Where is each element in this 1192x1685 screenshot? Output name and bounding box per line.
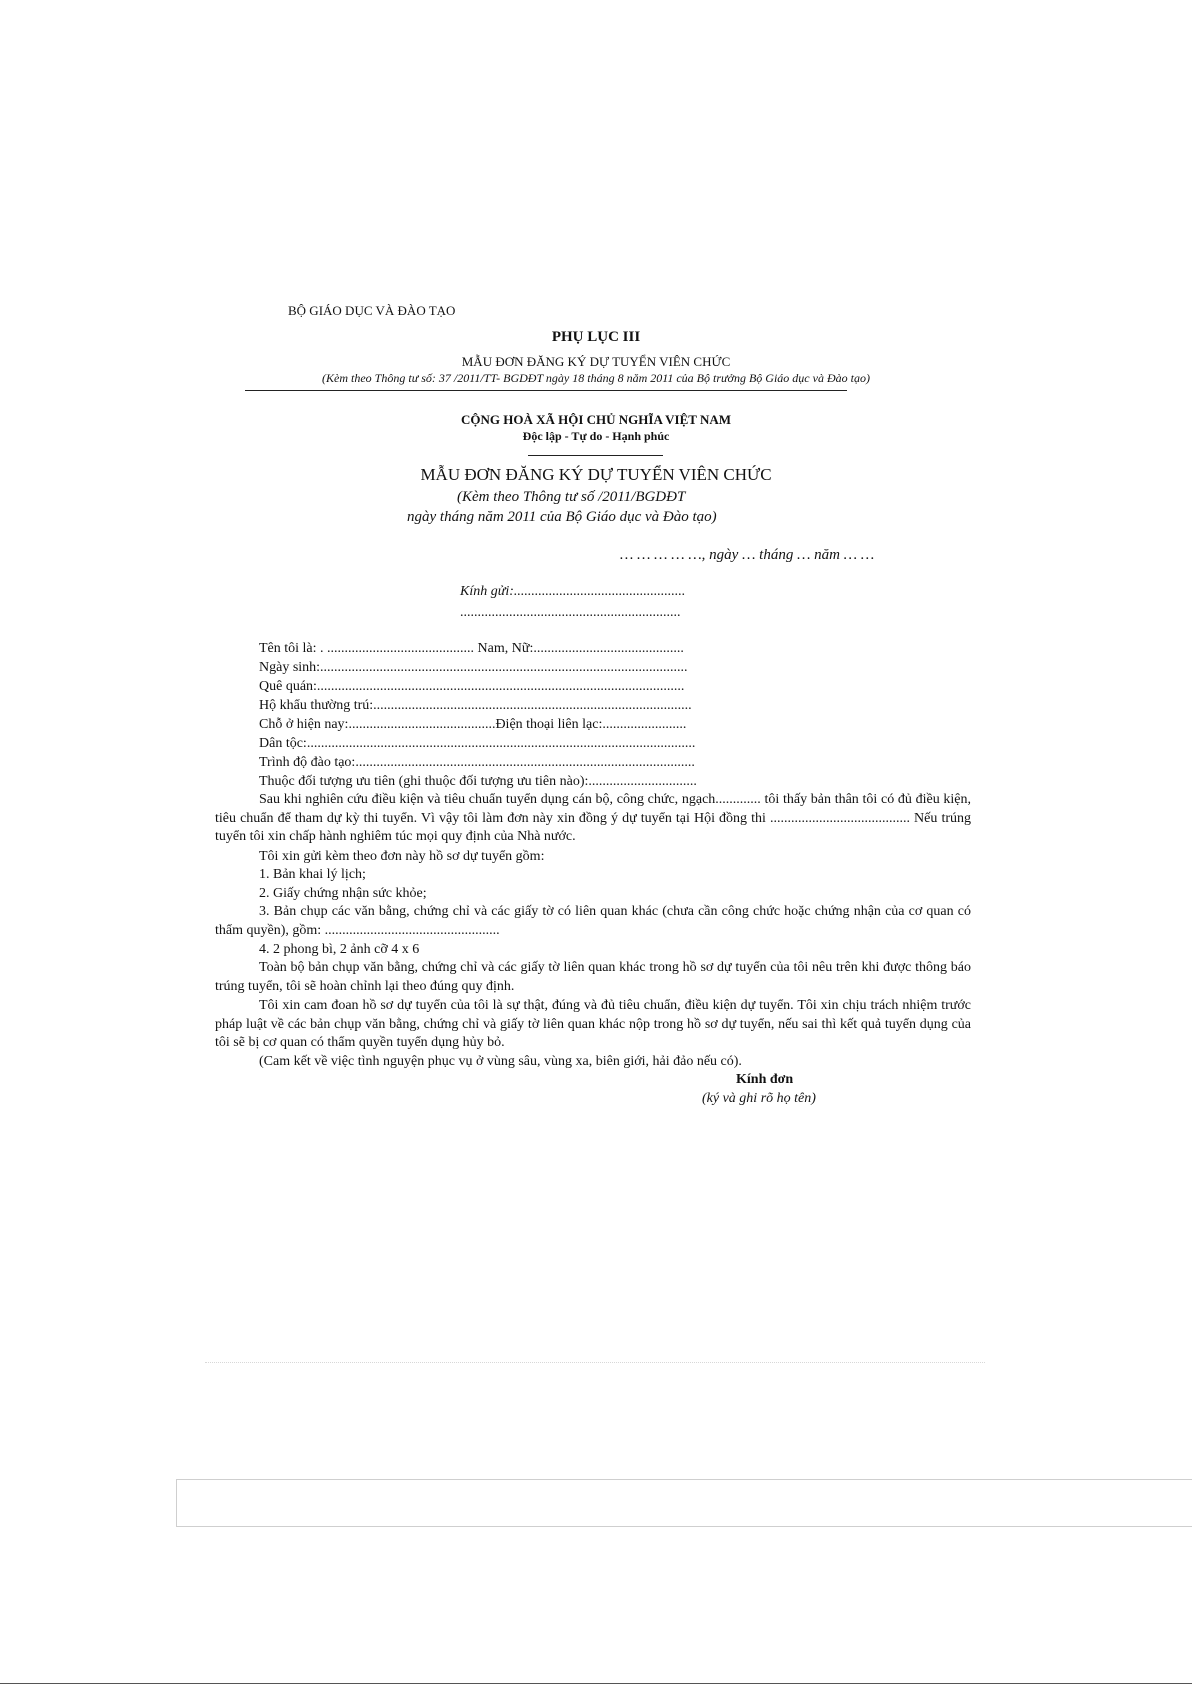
- attachment-item-2: 2. Giấy chứng nhận sức khỏe;: [259, 886, 427, 901]
- page-bottom-dotted-line: [205, 1362, 985, 1363]
- field-education-level: Trình độ đào tạo:.................................................................................................: [259, 755, 695, 770]
- closing-salutation: Kính đơn: [736, 1072, 794, 1087]
- commitment-note: (Cam kết về việc tình nguyện phục vụ ở vùng sâu, vùng xa, biên giới, hải đảo nếu có).: [259, 1054, 742, 1069]
- motto: Độc lập - Tự do - Hạnh phúc: [522, 429, 670, 443]
- attachment-item-1: 1. Bản khai lý lịch;: [259, 867, 366, 882]
- signature-note: (ký và ghi rõ họ tên): [702, 1091, 816, 1106]
- field-hometown: Quê quán:.........................................................................................................: [259, 679, 685, 694]
- field-current-address: Chỗ ở hiện nay:..........................................Điện thoại liên lạc:........................: [259, 717, 687, 732]
- attachment-item-3: 3. Bản chụp các văn bằng, chứng chỉ và các giấy tờ có liên quan khác (chưa cần công chức hoặc chứng nhận của cơ quan có thẩm quyền), gồm: ..................................................: [215, 904, 971, 938]
- motto-underline: [528, 455, 663, 456]
- paragraph-eligibility: Sau khi nghiên cứu điều kiện và tiêu chuẩn tuyển dụng cán bộ, công chức, ngạch............. tôi thấy bản thân tôi có đủ điều kiện, tiêu chuẩn để tham dự kỳ thi tuyển. Vì vậy tôi làm đơn này xin đồng ý dự tuyển tại Hội đồng thi ........................................ Nếu trúng tuyển tôi xin chấp hành nghiêm túc mọi quy định của Nhà nước.: [215, 792, 971, 845]
- field-ethnicity: Dân tộc:...............................................................................................................: [259, 736, 696, 751]
- field-full-name: Tên tôi là: . .......................................... Nam, Nữ:...........................................: [259, 641, 684, 656]
- attachment-item-4: 4. 2 phong bì, 2 ảnh cỡ 4 x 6: [259, 942, 420, 957]
- form-title: MẪU ĐƠN ĐĂNG KÝ DỰ TUYỂN VIÊN CHỨC: [420, 465, 772, 484]
- header-divider: [245, 390, 847, 391]
- attached-reference: (Kèm theo Thông tư số: 37 /2011/TT- BGDĐT ngày 18 tháng 8 năm 2011 của Bộ trưởng Bộ Giáo dục và Đào tạo): [322, 371, 870, 385]
- form-ref-line-2: ngày tháng năm 2011 của Bộ Giáo dục và Đào tạo): [407, 509, 717, 525]
- form-ref-line-1: (Kèm theo Thông tư số /2011/BGDĐT: [457, 489, 686, 505]
- ministry-name: BỘ GIÁO DỤC VÀ ĐÀO TẠO: [288, 303, 456, 318]
- recipient-line-1: Kính gửi:.................................................: [460, 584, 686, 599]
- form-name-small: MẪU ĐƠN ĐĂNG KÝ DỰ TUYỂN VIÊN CHỨC: [461, 354, 731, 369]
- paragraph-completion: Toàn bộ bản chụp văn bằng, chứng chỉ và các giấy tờ liên quan khác trong hồ sơ dự tuyển của tôi nêu trên khi được thông báo trúng tuyển, tôi sẽ hoàn chỉnh lại theo đúng quy định.: [215, 960, 971, 994]
- bottom-panel: [176, 1479, 1192, 1527]
- date-line: … … … … …, ngày … tháng … năm … …: [620, 547, 875, 563]
- bottom-edge-line: [0, 1683, 1192, 1684]
- attachments-intro: Tôi xin gửi kèm theo đơn này hồ sơ dự tuyển gồm:: [259, 849, 545, 864]
- republic-heading: CỘNG HOÀ XÃ HỘI CHỦ NGHĨA VIỆT NAM: [460, 412, 732, 427]
- field-priority-group: Thuộc đối tượng ưu tiên (ghi thuộc đối tượng ưu tiên nào):...............................: [259, 774, 697, 789]
- appendix-title: PHỤ LỤC III: [551, 329, 641, 345]
- paragraph-declaration: Tôi xin cam đoan hồ sơ dự tuyển của tôi là sự thật, đúng và đủ tiêu chuẩn, điều kiện dự tuyển. Tôi xin chịu trách nhiệm trước pháp luật về các bản chụp văn bằng, chứng chỉ và giấy tờ liên quan khác nộp trong hồ sơ dự tuyển, nếu sai thì kết quả tuyển dụng của tôi sẽ bị cơ quan có thẩm quyền tuyển dụng hủy bỏ.: [215, 998, 971, 1051]
- field-permanent-residence: Hộ khẩu thường trú:...........................................................................................: [259, 698, 692, 713]
- field-date-of-birth: Ngày sinh:.........................................................................................................: [259, 660, 688, 675]
- recipient-line-2: ...............................................................: [460, 605, 681, 620]
